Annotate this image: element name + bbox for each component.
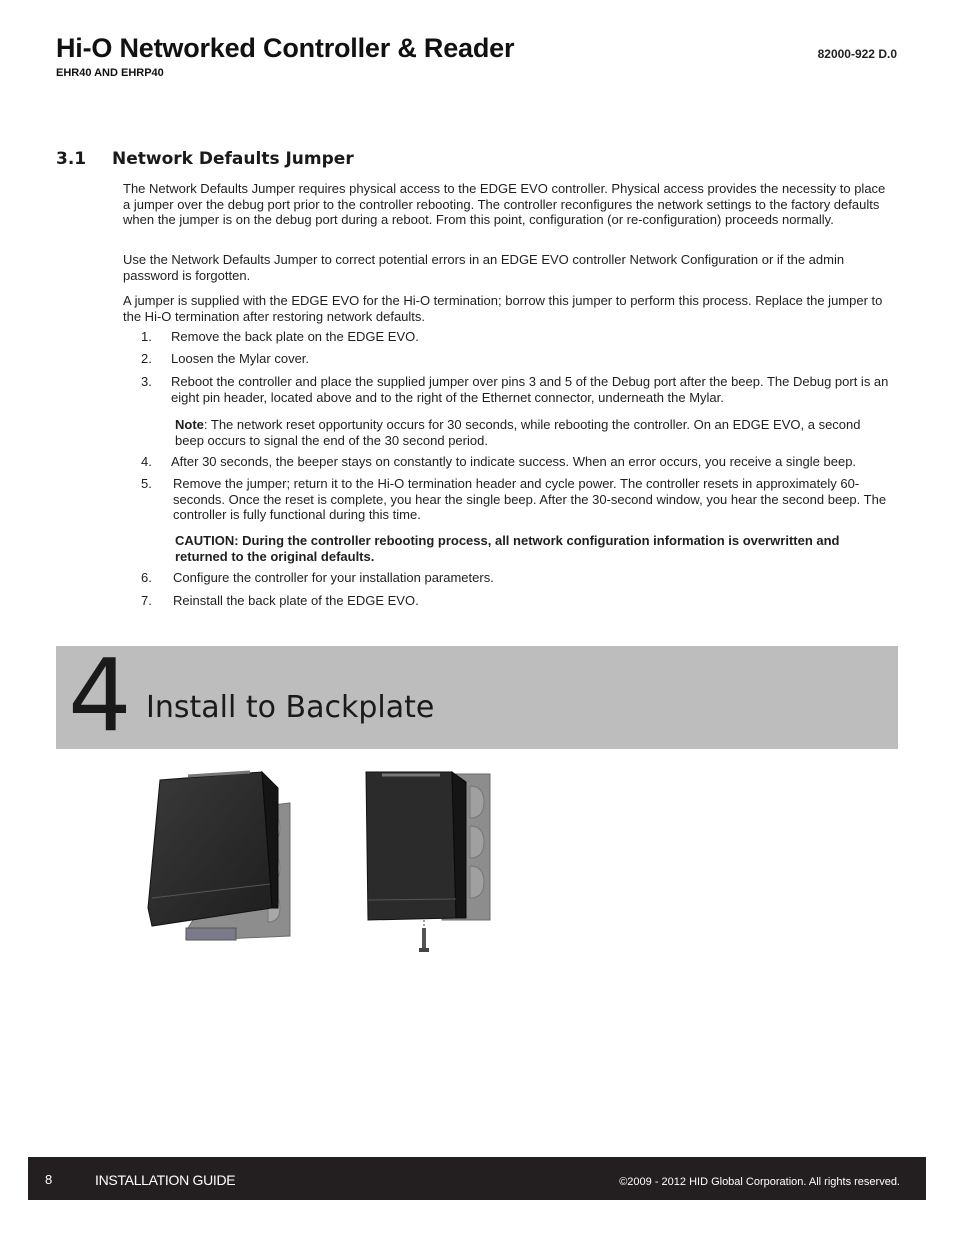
list-item — [141, 593, 899, 609]
list-item — [141, 570, 899, 586]
step-text: Configure the controller for your installation parameters. — [173, 570, 494, 585]
list-item — [141, 329, 899, 345]
caution-callout: CAUTION: During the controller rebooting process, all network configuration information is overwritten and returned to the original defaults. — [175, 533, 840, 564]
paragraph: The Network Defaults Jumper requires physical access to the EDGE EVO controller. Physical access provides the necessity to place a jumper over the debug port prior to the controller rebooting. The controller reconfigures the network settings to the factory defaults when the jumper is on the debug port during a reboot. From this point, configuration (or re-configuration) proceeds normally. — [123, 181, 886, 228]
note-callout — [175, 417, 891, 448]
document-number: 82000-922 D.0 — [817, 47, 897, 61]
reader-mounted-illustration — [360, 768, 495, 958]
list-item — [141, 374, 899, 405]
step-number: 3. — [141, 374, 152, 389]
step-text: After 30 seconds, the beeper stays on constantly to indicate success. When an error occurs, you receive a single beep. — [171, 454, 857, 469]
step-text: Loosen the Mylar cover. — [171, 351, 310, 366]
document-subtitle: EHR40 AND EHRP40 — [56, 67, 164, 79]
step-number: 6. — [141, 570, 152, 585]
paragraph: A jumper is supplied with the EDGE EVO for the Hi-O termination; borrow this jumper to perform this process. Replace the jumper to the Hi-O termination after restoring network defaults. — [123, 293, 883, 324]
reader-tilted-illustration — [140, 768, 300, 958]
footer-guide-label: INSTALLATION GUIDE — [95, 1172, 236, 1188]
footer-copyright: ©2009 - 2012 HID Global Corporation. All rights reserved. — [619, 1176, 900, 1188]
list-item — [141, 351, 899, 367]
step-text: Remove the jumper; return it to the Hi-O termination header and cycle power. The controller resets in approximately 60-seconds. Once the reset is complete, you hear the single beep. After the 30-second window, you hear the second beep. The controller is fully functional during this time. — [173, 476, 887, 523]
list-item — [141, 454, 899, 470]
list-item — [141, 476, 899, 523]
step-number: 5. — [141, 476, 152, 491]
chapter-title: Install to Backplate — [146, 690, 435, 725]
section-number: 3.1 — [56, 149, 87, 169]
step-number: 2. — [141, 351, 152, 366]
document-title: Hi-O Networked Controller & Reader — [56, 33, 515, 63]
step-number: 7. — [141, 593, 152, 608]
note-text: : The network reset opportunity occurs for 30 seconds, while rebooting the controller. On an EDGE EVO, a second beep occurs to signal the end of the 30 second period. — [175, 417, 861, 448]
section-heading — [56, 149, 354, 169]
section-title: Network Defaults Jumper — [112, 149, 354, 169]
step-text: Remove the back plate on the EDGE EVO. — [171, 329, 419, 344]
step-text: Reboot the controller and place the supplied jumper over pins 3 and 5 of the Debug port after the beep. The Debug port is an eight pin header, located above and to the right of the Ethernet connector, underneath the Mylar. — [171, 374, 889, 405]
page-number: 8 — [45, 1172, 53, 1187]
paragraph: Use the Network Defaults Jumper to correct potential errors in an EDGE EVO controller Network Configuration or if the admin password is forgotten. — [123, 252, 845, 283]
step-number: 4. — [141, 454, 152, 469]
chapter-number: 4 — [68, 637, 128, 754]
note-label: Note — [175, 417, 204, 432]
step-number: 1. — [141, 329, 152, 344]
step-text: Reinstall the back plate of the EDGE EVO. — [173, 593, 419, 608]
